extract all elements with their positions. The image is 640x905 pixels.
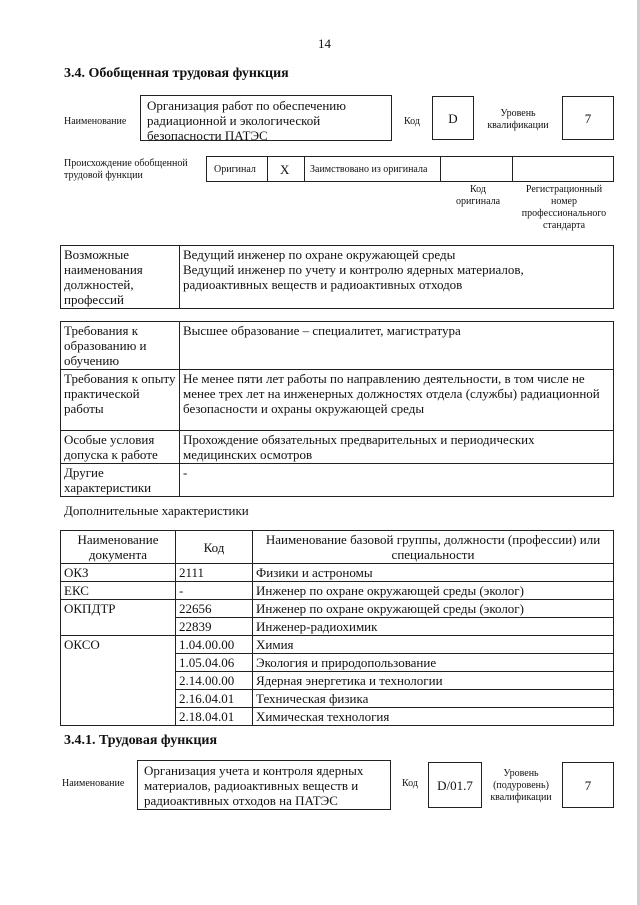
table-row — [61, 246, 614, 309]
gen-code-label: Код — [404, 116, 420, 127]
lf-name-value: Организация учета и контроля ядерных материалов, радиоактивных веществ и радиоактивных отходов на ПАТЭС — [144, 763, 364, 808]
table-row — [61, 431, 614, 464]
table-row — [61, 564, 614, 582]
cell-code: 2.16.04.01 — [176, 690, 253, 708]
gen-code-value: D — [448, 111, 458, 126]
req-value: Высшее образование – специалитет, магистратура — [180, 322, 614, 370]
cell-doc: ЕКС — [61, 582, 176, 600]
cell-name: Химическая технология — [253, 708, 614, 726]
origin-code-caption: Код оригинала — [455, 184, 501, 207]
origin-mark: X — [280, 162, 290, 177]
table-row — [61, 322, 614, 370]
origin-label: Происхождение обобщенной трудовой функции — [64, 158, 188, 181]
gen-level-box — [562, 96, 614, 140]
req-value: - — [180, 464, 614, 497]
origin-divider — [267, 156, 268, 182]
header-code: Код — [176, 531, 253, 564]
req-label: Требования к опыту практической работы — [61, 370, 180, 431]
cell-name: Химия — [253, 636, 614, 654]
additional-title: Дополнительные характеристики — [64, 503, 249, 518]
gen-name-box — [140, 95, 392, 141]
header-doc: Наименование документа — [61, 531, 176, 564]
cell-name: Техническая физика — [253, 690, 614, 708]
additional-table — [60, 530, 614, 726]
cell-code: 22839 — [176, 618, 253, 636]
gen-name-label: Наименование — [64, 116, 127, 127]
lf-name-label: Наименование — [62, 778, 125, 789]
cell-code: - — [176, 582, 253, 600]
positions-values — [180, 246, 614, 309]
table-header-row — [61, 531, 614, 564]
cell-name: Инженер по охране окружающей среды (эколог) — [253, 582, 614, 600]
cell-doc: ОКЗ — [61, 564, 176, 582]
page-number: 14 — [318, 36, 331, 51]
cell-name: Экология и природопользование — [253, 654, 614, 672]
gen-name-value: Организация работ по обеспечению радиационной и экологической безопасности ПАТЭС — [147, 98, 346, 143]
table-row — [61, 636, 614, 654]
origin-divider — [440, 156, 441, 182]
header-name: Наименование базовой группы, должности (профессии) или специальности — [253, 531, 614, 564]
cell-name: Инженер-радиохимик — [253, 618, 614, 636]
table-row — [61, 370, 614, 431]
lf-code-label: Код — [402, 778, 418, 789]
cell-code: 2.14.00.00 — [176, 672, 253, 690]
req-label: Требования к образованию и обучению — [61, 322, 180, 370]
cell-doc: ОКСО — [61, 636, 176, 726]
position-line: Ведущий инженер по охране окружающей среды — [183, 247, 456, 262]
origin-divider — [512, 156, 513, 182]
cell-code: 2.18.04.01 — [176, 708, 253, 726]
gen-level-label: Уровень квалификации — [487, 108, 549, 131]
cell-name: Физики и астрономы — [253, 564, 614, 582]
lf-name-box — [137, 760, 391, 810]
cell-code: 1.05.04.06 — [176, 654, 253, 672]
lf-code-value: D/01.7 — [437, 778, 473, 793]
sub-section-title: 3.4.1. Трудовая функция — [64, 733, 218, 748]
req-value: Прохождение обязательных предварительных и периодических медицинских осмотров — [180, 431, 614, 464]
cell-name: Инженер по охране окружающей среды (эколог) — [253, 600, 614, 618]
table-row — [61, 600, 614, 618]
positions-table — [60, 245, 614, 309]
table-row — [61, 464, 614, 497]
lf-level-value: 7 — [584, 778, 592, 793]
origin-reg-caption: Регистрационный номер профессионального стандарта — [521, 184, 607, 231]
origin-original: Оригинал — [214, 164, 256, 175]
positions-label: Возможные наименования должностей, профессий — [61, 246, 180, 309]
section-title: 3.4. Обобщенная трудовая функция — [64, 66, 289, 81]
lf-code-box — [428, 762, 482, 808]
req-value: Не менее пяти лет работы по направлению деятельности, в том числе не менее трех лет на инженерных должностях отдела (службы) радиационной безопасности и охраны окружающей среды — [180, 370, 614, 431]
table-row — [61, 582, 614, 600]
req-label: Особые условия допуска к работе — [61, 431, 180, 464]
gen-code-box — [432, 96, 474, 140]
gen-level-value: 7 — [584, 111, 592, 126]
cell-code: 2111 — [176, 564, 253, 582]
lf-level-box — [562, 762, 614, 808]
cell-code: 22656 — [176, 600, 253, 618]
position-line: Ведущий инженер по учету и контролю ядерных материалов, радиоактивных веществ и радиоактивных отходов — [183, 262, 524, 292]
requirements-table — [60, 321, 614, 497]
cell-code: 1.04.00.00 — [176, 636, 253, 654]
lf-level-label: Уровень (подуровень) квалификации — [490, 768, 552, 803]
cell-doc: ОКПДТР — [61, 600, 176, 636]
req-label: Другие характеристики — [61, 464, 180, 497]
cell-name: Ядерная энергетика и технологии — [253, 672, 614, 690]
origin-divider — [304, 156, 305, 182]
origin-borrowed: Заимствовано из оригинала — [310, 164, 428, 175]
